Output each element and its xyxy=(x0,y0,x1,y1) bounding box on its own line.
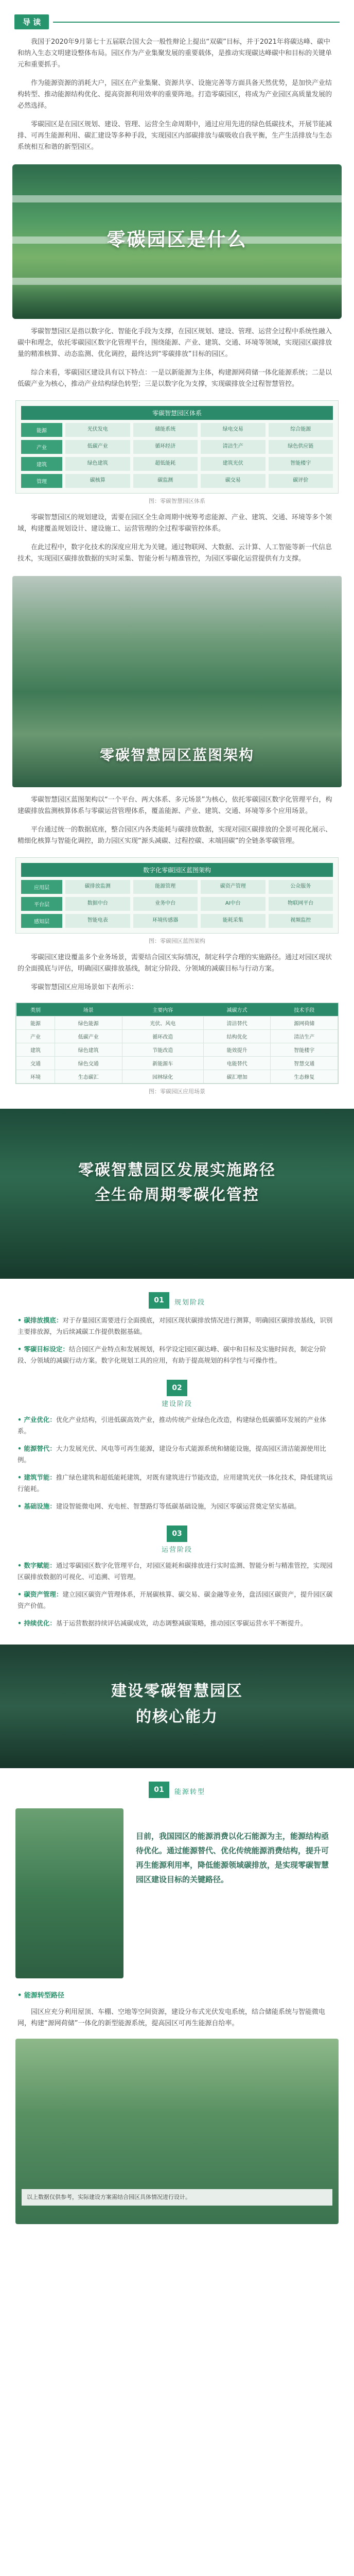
table-cell: 源网荷储 xyxy=(271,1016,338,1030)
diagram-row-label: 能源 xyxy=(21,423,62,437)
diagram-cell: 超低能耗 xyxy=(133,457,198,471)
table-header-cell: 技术手段 xyxy=(271,1003,338,1016)
phase-item-key: • 基础设施： xyxy=(17,1502,56,1510)
table-cell: 循环改造 xyxy=(122,1030,203,1043)
photo-caption: 以上数据仅供参考，实际建设方案需结合园区具体情况进行设计。 xyxy=(22,2189,332,2206)
phase-item xyxy=(0,1560,354,1583)
banner-title-line-1: 建设零碳智慧园区 xyxy=(111,1682,243,1700)
diagram-cell: 能耗采集 xyxy=(201,914,266,928)
diagram-cell: 视频监控 xyxy=(269,914,333,928)
phase-item-text: 推广绿色建筑和超低能耗建筑，对既有建筑进行节能改造，应用建筑光伏一体化技术，降低建筑运行能耗。 xyxy=(17,1473,333,1493)
diagram-cell: 智能楼宇 xyxy=(269,457,333,471)
phase-item-key: • 能源替代： xyxy=(17,1445,56,1452)
table-cell: 交通 xyxy=(16,1057,55,1070)
table-cell: 环境 xyxy=(16,1070,55,1083)
diagram-cell: 低碳产业 xyxy=(65,440,130,454)
table-cell: 生态碳汇 xyxy=(55,1070,122,1083)
what-paragraph-2: 综合来看，零碳园区建设具有以下特点：一是以新能源为主体，构建源网荷储一体化能源系统；二是以低碳产业为核心，推动产业结构绿色转型；三是以数字化为支撑，实现碳排放全过程智慧管控。 xyxy=(17,369,332,388)
intro-paragraph-3: 零碳园区是在园区规划、建设、管理、运营全生命周期中，通过应用先进的绿色低碳技术，开展节能减排、可再生能源利用、碳汇建设等多种手段，实现园区内部碳排放与碳吸收自我平衡，生产生活排放与生态系统相互和谐的新型园区。 xyxy=(17,121,332,151)
diagram-row xyxy=(21,457,333,471)
diagram-cell: AI中台 xyxy=(201,897,266,911)
table-cell: 新能源车 xyxy=(122,1057,203,1070)
phase-item xyxy=(0,1315,354,1337)
phase-label: 建设阶段 xyxy=(161,1400,192,1408)
table-cell: 产业 xyxy=(16,1030,55,1043)
diagram-caption: 图：零碳智慧园区体系 xyxy=(149,498,205,504)
table-cell: 绿色能源 xyxy=(55,1016,122,1030)
arch-paragraph-2: 平台通过统一的数据底座，整合园区内各类能耗与碳排放数据，实现对园区碳排放的全景可视化展示、精细化核算与智能化调控，助力园区实现“源头减碳、过程控碳、末端固碳”的全链条零碳管理。 xyxy=(17,826,332,845)
phase-item-key: • 零碳目标设定： xyxy=(17,1345,69,1353)
phase-item-text: 对于存量园区需要进行全面摸底，对园区现状碳排放情况进行测算，明确园区碳排放基线，识别主要排放源，为后续减碳工作提供数据基础。 xyxy=(17,1316,333,1335)
diagram-cell: 循环经济 xyxy=(133,440,198,454)
table-cell: 智能楼宇 xyxy=(271,1043,338,1057)
section-title-what: 零碳园区是什么 xyxy=(107,229,247,250)
table-cell: 能效提升 xyxy=(203,1043,271,1057)
diagram-row-label: 平台层 xyxy=(21,897,62,911)
diagram-cell: 绿电交易 xyxy=(201,423,266,437)
table-cell: 建筑 xyxy=(16,1043,55,1057)
core-capability-banner xyxy=(0,1645,354,1768)
phase-item xyxy=(0,1472,354,1495)
diagram-cell: 绿色建筑 xyxy=(65,457,130,471)
phase-item xyxy=(0,1589,354,1612)
table-header-cell: 主要内容 xyxy=(122,1003,203,1016)
diagram-row xyxy=(21,423,333,437)
vertical-garden-tower-photo xyxy=(12,576,342,787)
table-cell: 结构优化 xyxy=(203,1030,271,1043)
phase-item-text: 建设智能微电网、充电桩、智慧路灯等低碳基础设施，为园区零碳运营奠定坚实基础。 xyxy=(56,1502,300,1510)
diagram-caption: 图：零碳园区蓝图架构 xyxy=(149,938,205,944)
system-diagram xyxy=(15,400,339,494)
phase-item-text: 优化产业结构，引进低碳高效产业，推动传统产业绿色化改造，构建绿色低碳循环发展的产业体系。 xyxy=(17,1416,326,1435)
diagram-row xyxy=(21,914,333,928)
diagram-cell: 智能电表 xyxy=(65,914,130,928)
banner-title-line-2: 全生命周期零碳化管控 xyxy=(95,1186,259,1204)
table-header-cell: 类别 xyxy=(16,1003,55,1016)
table-row xyxy=(16,1057,338,1070)
phase-item-key: • 产业优化： xyxy=(17,1416,56,1423)
table-cell: 园林绿化 xyxy=(122,1070,203,1083)
diagram-row-label: 产业 xyxy=(21,440,62,454)
table-cell: 生态修复 xyxy=(271,1070,338,1083)
phase-item xyxy=(0,1501,354,1512)
diagram-cell: 数据中台 xyxy=(65,897,130,911)
phase-number: 02 xyxy=(167,1380,187,1396)
diagram-heading: 数字化零碳园区蓝图架构 xyxy=(21,863,333,877)
phase-item xyxy=(0,1414,354,1437)
arch-paragraph-1: 零碳智慧园区蓝图架构以“一个平台、两大体系、多元场景”为核心，依托零碳园区数字化管理平台，构建碳排放监测核算体系与零碳运营管理体系，覆盖能源、产业、建筑、交通、环境等多个应用场景。 xyxy=(17,796,332,815)
green-plants-photo xyxy=(15,1808,123,1978)
diagram-cell: 业务中台 xyxy=(133,897,198,911)
implementation-banner xyxy=(0,1109,354,1279)
diagram-cell: 碳评价 xyxy=(269,474,333,488)
phase-item-text: 结合园区产业特点和发展规划，科学设定园区碳达峰、碳中和目标及实施时间表，制定分阶段、分领域的减碳行动方案。数字化规划工具的应用，有助于提高规划的科学性与可操作性。 xyxy=(17,1345,326,1364)
banner-title-line-1: 零碳智慧园区发展实施路径 xyxy=(78,1161,276,1179)
phase-1-badge xyxy=(0,1292,354,1309)
table-cell: 能源 xyxy=(16,1016,55,1030)
phase-3-badge xyxy=(0,1526,354,1554)
phase-item-key: • 建筑节能： xyxy=(17,1473,56,1481)
banner-title-line-2: 的核心能力 xyxy=(136,1708,218,1726)
phase-item xyxy=(0,1344,354,1366)
phase-item-text: 大力发展光伏、风电等可再生能源，建设分布式能源系统和储能设施，提高园区清洁能源使用比例。 xyxy=(17,1445,326,1464)
guide-header xyxy=(0,0,354,29)
blueprint-diagram xyxy=(15,857,339,934)
table-cell: 电能替代 xyxy=(203,1057,271,1070)
table-cell: 低碳产业 xyxy=(55,1030,122,1043)
table-header-cell: 减碳方式 xyxy=(203,1003,271,1016)
diagram-cell: 公众服务 xyxy=(269,880,333,894)
phase-item-text: 基于运营数据持续评估减碳成效，动态调整减碳策略，推动园区零碳运营水平不断提升。 xyxy=(56,1619,307,1627)
table-cell: 碳汇增加 xyxy=(203,1070,271,1083)
diagram-cell: 物联网平台 xyxy=(269,897,333,911)
diagram-cell: 碳资产管理 xyxy=(201,880,266,894)
phase-item-key: • 碳资产管理： xyxy=(17,1590,63,1598)
diagram-cell: 光伏发电 xyxy=(65,423,130,437)
diagram-heading: 零碳智慧园区体系 xyxy=(21,406,333,420)
planning-paragraph-2: 在此过程中，数字化技术的深度应用尤为关键。通过物联网、大数据、云计算、人工智能等新一代信息技术，实现园区碳排放数据的实时采集、智能分析与精准管控，为园区零碳化运营提供有力支撑。 xyxy=(17,544,332,563)
phase-2-badge xyxy=(0,1380,354,1408)
energy-transition-block xyxy=(15,1808,339,1978)
phase-item-key: • 数字赋能： xyxy=(17,1562,56,1569)
planning-paragraph-1: 零碳智慧园区的规划建设，需要在园区全生命周期中统筹考虑能源、产业、建筑、交通、环境等多个领域，构建覆盖规划设计、建设施工、运营管理的全过程零碳管控体系。 xyxy=(17,514,332,533)
table-cell: 清洁替代 xyxy=(203,1016,271,1030)
table-cell: 光伏、风电 xyxy=(122,1016,203,1030)
energy-summary: 目前，我国园区的能源消费以化石能源为主，能源结构亟待优化。通过能源替代、优化传统能源消费结构，提升可再生能源利用率，降低能源领域碳排放，是实现零碳智慧园区建设目标的关键路径。 xyxy=(136,1832,329,1884)
phase-item xyxy=(0,1443,354,1466)
table-header-cell: 场景 xyxy=(55,1003,122,1016)
diagram-cell: 碳排放监测 xyxy=(65,880,130,894)
scenario-paragraph-1: 零碳园区建设覆盖多个业务场景，需要结合园区实际情况，制定科学合理的实施路径。通过对园区现状的全面摸底与评估，明确园区碳排放基线，制定分阶段、分领域的减碳目标与行动方案。 xyxy=(17,954,332,973)
phase-label: 运营阶段 xyxy=(161,1546,192,1554)
phase-item-text: 通过零碳园区数字化管理平台，对园区能耗和碳排放进行实时监测、智能分析与精准管控，实现园区碳排放数据的可视化、可追溯、可管理。 xyxy=(17,1562,333,1581)
table-row xyxy=(16,1070,338,1083)
diagram-cell: 碳交易 xyxy=(201,474,266,488)
table-row xyxy=(16,1030,338,1043)
section-number: 01 xyxy=(149,1782,169,1798)
diagram-cell: 综合能源 xyxy=(269,423,333,437)
section-label: 能源转型 xyxy=(174,1788,205,1796)
energy-paragraph-1: 园区应充分利用屋顶、车棚、空地等空间资源，建设分布式光伏发电系统，结合储能系统与智能微电网，构建“源网荷储”一体化的新型能源系统，提高园区可再生能源自给率。 xyxy=(17,2008,326,2027)
diagram-cell: 储能系统 xyxy=(133,423,198,437)
scenario-paragraph-2: 零碳智慧园区应用场景如下表所示： xyxy=(31,984,138,991)
table-cell: 绿色交通 xyxy=(55,1057,122,1070)
diagram-row xyxy=(21,474,333,488)
intro-paragraph-2: 作为能源资源的消耗大户，园区在产业集聚、资源共享、设施完善等方面具备天然优势，是加快产业结构转型、推动能源结构优化、提高资源利用效率的重要阵地。打造零碳园区，将成为产业园区高质量发展的必然选择。 xyxy=(17,79,332,110)
phase-number: 03 xyxy=(167,1526,187,1542)
guide-divider xyxy=(53,22,340,23)
diagram-cell: 建筑光伏 xyxy=(201,457,266,471)
energy-path-heading: • 能源转型路径 xyxy=(17,1992,64,1999)
guide-tag: 导 读 xyxy=(14,14,49,29)
diagram-row-label: 管理 xyxy=(21,474,62,488)
table-caption: 图：零碳园区应用场景 xyxy=(149,1088,205,1095)
diagram-row-label: 应用层 xyxy=(21,880,62,894)
diagram-row-label: 感知层 xyxy=(21,914,62,928)
table-cell: 节能改造 xyxy=(122,1043,203,1057)
green-building-photo xyxy=(12,164,342,319)
table-cell: 清洁生产 xyxy=(271,1030,338,1043)
diagram-row xyxy=(21,440,333,454)
table-row xyxy=(16,1043,338,1057)
diagram-cell: 绿色供应链 xyxy=(269,440,333,454)
phase-label: 规划阶段 xyxy=(174,1298,205,1307)
what-paragraph-1: 零碳智慧园区是指以数字化、智能化手段为支撑，在园区规划、建设、管理、运营全过程中系统性融入碳中和理念，依托零碳园区数字化管理平台，围绕能源、产业、建筑、交通、环境等领域，实现园区碳排放量的精准核算、动态监测、优化调控，最终达到“零碳排放”目标的园区。 xyxy=(17,328,332,358)
diagram-cell: 能源管理 xyxy=(133,880,198,894)
table-cell: 智慧交通 xyxy=(271,1057,338,1070)
phase-item-text: 建立园区碳资产管理体系，开展碳核算、碳交易、碳金融等业务，盘活园区碳资产，提升园区碳资产价值。 xyxy=(17,1590,333,1609)
diagram-cell: 环境传感器 xyxy=(133,914,198,928)
phase-item-key: • 碳排放摸底： xyxy=(17,1316,63,1324)
diagram-cell: 碳监测 xyxy=(133,474,198,488)
scenario-table xyxy=(15,1003,339,1084)
diagram-cell: 清洁生产 xyxy=(201,440,266,454)
phase-item-key: • 持续优化： xyxy=(17,1619,56,1627)
intro-paragraph-1: 我国于2020年9月第七十五届联合国大会一般性辩论上提出“双碳”目标，并于2021年将碳达峰、碳中和纳入生态文明建设整体布局。园区作为产业集聚发展的重要载体，是推动实现碳达峰碳中和目标的关键单元和重要抓手。 xyxy=(17,38,332,69)
section-title-blueprint: 零碳智慧园区蓝图架构 xyxy=(99,747,254,764)
table-cell: 绿色建筑 xyxy=(55,1043,122,1057)
phase-item xyxy=(0,1618,354,1629)
diagram-row xyxy=(21,880,333,894)
table-row xyxy=(16,1016,338,1030)
phase-number: 01 xyxy=(149,1292,169,1309)
solar-green-wall-photo xyxy=(15,2039,339,2224)
diagram-row xyxy=(21,897,333,911)
energy-badge xyxy=(0,1782,354,1798)
diagram-cell: 碳核算 xyxy=(65,474,130,488)
diagram-row-label: 建筑 xyxy=(21,457,62,471)
